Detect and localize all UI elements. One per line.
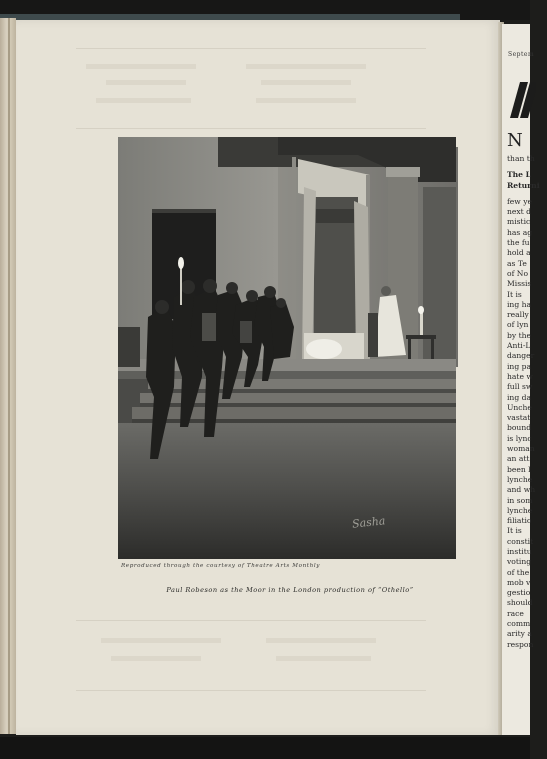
right-page-text-line: than th [507, 154, 535, 163]
right-page-text-line: has ag [507, 227, 533, 237]
show-through-text [101, 638, 221, 643]
right-page-text-line: lynche [507, 505, 533, 515]
right-page-text-line: voting [507, 557, 532, 567]
right-page-text-line: lynche [507, 474, 533, 484]
right-page-text-line: It is [507, 526, 522, 536]
right-page-text-line: and wh [507, 485, 536, 495]
show-through-text [111, 656, 201, 661]
right-page-text-line: ing ha [507, 299, 532, 309]
right-page-text-line: gestio [507, 588, 531, 598]
magazine-logo-icon [510, 82, 536, 118]
book-top-edge [0, 0, 530, 20]
right-page-text-line: bound [507, 423, 532, 433]
right-page-text-line: arity a [507, 629, 532, 639]
right-page-text-line: is lync [507, 433, 532, 443]
right-page-text-line: Unche [507, 402, 532, 412]
right-page-text-line: as Te [507, 258, 527, 268]
right-page-text-line: full sw [507, 382, 533, 392]
right-page-text-line: really [507, 310, 529, 320]
photo-credit: Reproduced through the courtesy of Theatre Arts Monthly [121, 563, 320, 569]
right-page-header: Septem [508, 51, 535, 58]
right-page-text-line: mistic [507, 217, 531, 227]
right-page-text-line: should [507, 598, 533, 608]
photo-caption: Paul Robeson as the Moor in the London production of “Othello” [166, 586, 414, 594]
torch [180, 265, 182, 305]
right-page-text-line: Returni [507, 180, 540, 190]
right-page-text-line: danger [507, 351, 535, 361]
right-page-text-line: respon [507, 639, 534, 649]
show-through-text [261, 80, 351, 85]
right-page-text-line: few ye [507, 196, 533, 206]
right-page-text-line: constit [507, 536, 534, 546]
photographer-signature: Sasha [351, 514, 386, 531]
right-page-text-line: race [507, 608, 524, 618]
right-page-text-line: the fu [507, 238, 530, 248]
show-through-rule [76, 620, 426, 621]
right-page-text-line: hold a [507, 248, 531, 258]
right-page-text-line: ing pa [507, 361, 531, 371]
right-page-text-line: woman [507, 444, 535, 454]
show-through-text [96, 98, 191, 103]
spine-fold [8, 18, 10, 734]
right-page-column [507, 154, 547, 650]
right-page-text-line: of No [507, 268, 529, 278]
right-page-text-line: next d [507, 207, 531, 217]
right-page-text-line: in som [507, 495, 533, 505]
right-page-text-line: been l [507, 464, 531, 474]
right-page-text-line: hate w [507, 371, 533, 381]
drop-initial: N [507, 130, 524, 151]
stage-photograph [118, 137, 456, 559]
show-through-text [256, 98, 356, 103]
right-page-text-line: of the [507, 567, 530, 577]
show-through-text [106, 80, 186, 85]
right-page-text-line: of lyn [507, 320, 529, 330]
show-through-rule [76, 48, 426, 49]
right-page-text-line: mob v [507, 577, 531, 587]
show-through-text [266, 638, 376, 643]
right-page-text-line: institu [507, 546, 532, 556]
right-page-text-line: Anti-L [507, 341, 531, 351]
right-page-text-line: It is [507, 289, 522, 299]
right-page-text-line: an att [507, 454, 530, 464]
right-page-text-line: filiatio [507, 516, 532, 526]
right-page-text-line: The L [507, 170, 531, 180]
show-through-text [276, 656, 371, 661]
right-page-text-line: ing da [507, 392, 531, 402]
right-page-edge [502, 24, 540, 735]
show-through-rule [76, 128, 426, 129]
show-through-text [246, 64, 366, 69]
right-page-text-line: vastat [507, 413, 531, 423]
stage-floor [118, 423, 456, 559]
right-page-text-line: comm [507, 619, 531, 629]
show-through-rule [76, 690, 426, 691]
show-through-text [86, 64, 196, 69]
book-bottom-edge [0, 737, 530, 759]
right-page-text-line: Missis [507, 279, 532, 289]
right-page-text-line: by the [507, 330, 532, 340]
